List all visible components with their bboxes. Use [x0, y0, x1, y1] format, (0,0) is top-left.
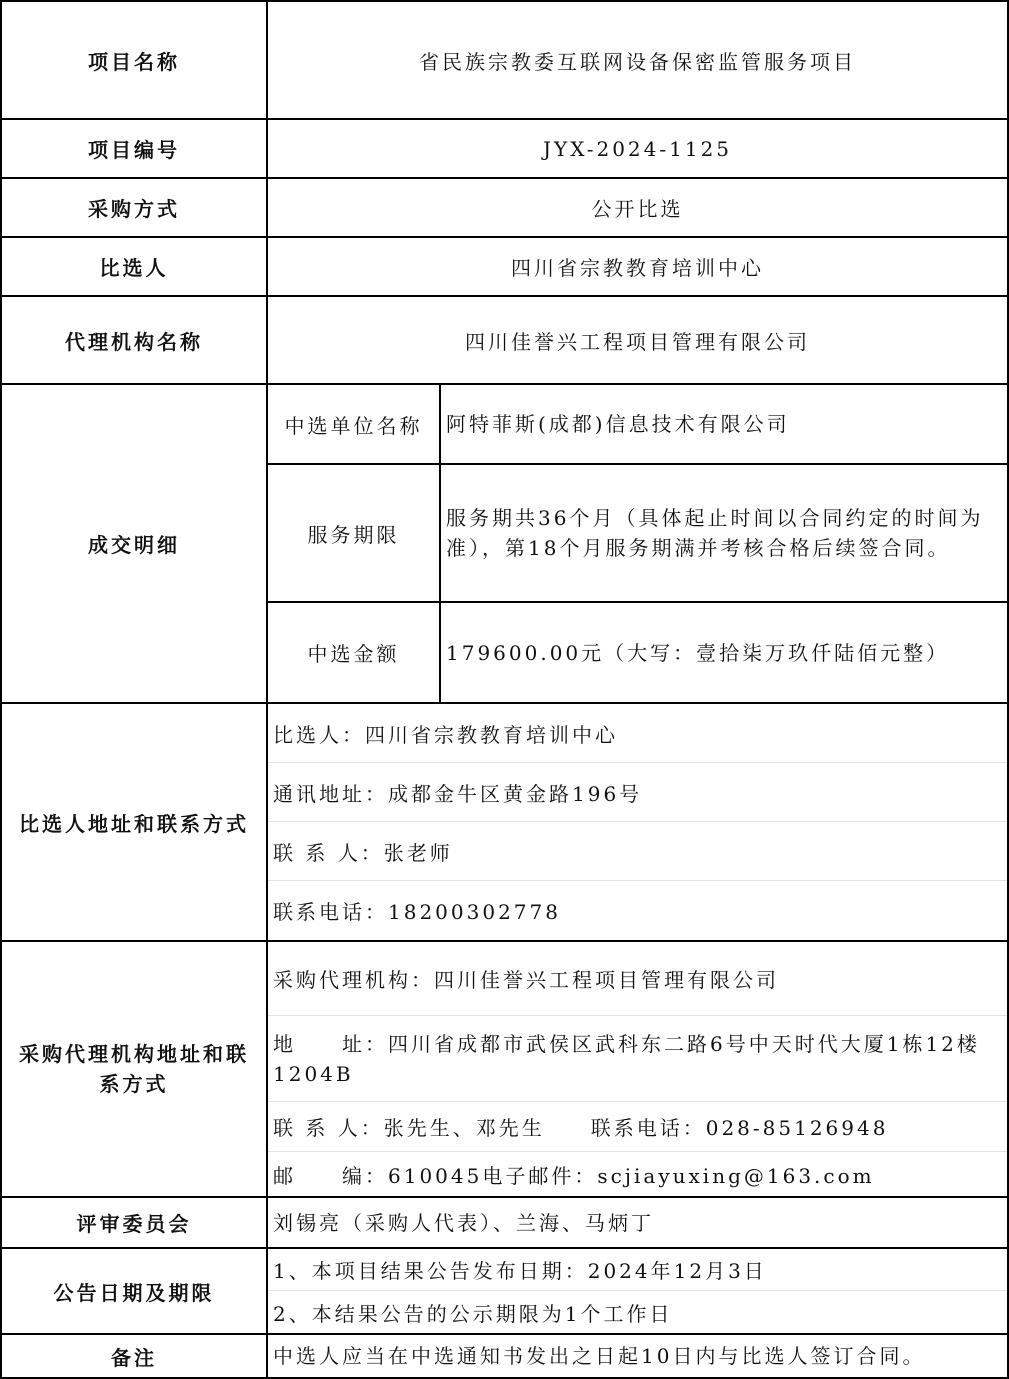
agency-contact-line: 邮 编：610045电子邮件：scjiayuxing@163.com [273, 1163, 875, 1188]
period-value: 服务期共36个月（具体起止时间以合同约定的时间为准），第18个月服务期满并考核合格后续签合同。 [440, 464, 1008, 602]
row-committee [1, 1197, 1008, 1248]
project-name-label: 项目名称 [1, 1, 267, 119]
amount-value: 179600.00元（大写：壹拾柒万玖仟陆佰元整） [440, 602, 1008, 703]
agency-contact-line: 采购代理机构：四川佳誉兴工程项目管理有限公司 [268, 942, 1007, 1016]
notice-label: 公告日期及期限 [1, 1248, 267, 1334]
row-purchaser [1, 237, 1008, 296]
project-name-value: 省民族宗教委互联网设备保密监管服务项目 [267, 1, 1008, 119]
committee-label: 评审委员会 [1, 1197, 267, 1248]
purchaser-label: 比选人 [1, 237, 267, 296]
remark-label: 备注 [1, 1334, 267, 1378]
purchaser-contact-label: 比选人地址和联系方式 [1, 703, 267, 941]
row-project-no [1, 119, 1008, 178]
remark-value: 中选人应当在中选通知书发出之日起10日内与比选人签订合同。 [267, 1334, 1008, 1378]
notice-line: 1、本项目结果公告发布日期：2024年12月3日 [268, 1249, 1007, 1291]
winner-label: 中选单位名称 [267, 384, 440, 464]
purchaser-contact-block [267, 703, 1008, 941]
row-method [1, 178, 1008, 237]
agency-contact-line: 联 系 人：张先生、邓先生 联系电话：028-85126948 [268, 1102, 1007, 1152]
committee-value: 刘锡亮（采购人代表）、兰海、马炳丁 [267, 1197, 1008, 1248]
purchaser-value: 四川省宗教教育培训中心 [267, 237, 1008, 296]
row-agency [1, 296, 1008, 384]
method-value: 公开比选 [267, 178, 1008, 237]
row-agency-contact [1, 941, 1008, 1197]
notice-line: 2、本结果公告的公示期限为1个工作日 [273, 1301, 673, 1326]
project-no-label: 项目编号 [1, 119, 267, 178]
row-notice [1, 1248, 1008, 1334]
method-label: 采购方式 [1, 178, 267, 237]
purchaser-contact-line: 比选人：四川省宗教教育培训中心 [268, 704, 1007, 763]
deal-label: 成交明细 [1, 384, 267, 703]
purchaser-contact-line: 通讯地址：成都金牛区黄金路196号 [268, 763, 1007, 822]
row-purchaser-contact [1, 703, 1008, 941]
winner-value: 阿特菲斯(成都)信息技术有限公司 [440, 384, 1008, 464]
amount-label: 中选金额 [267, 602, 440, 703]
row-project-name [1, 1, 1008, 119]
row-remark [1, 1334, 1008, 1378]
notice-block [267, 1248, 1008, 1334]
project-no-value: JYX-2024-1125 [267, 119, 1008, 178]
agency-label: 代理机构名称 [1, 296, 267, 384]
period-label: 服务期限 [267, 464, 440, 602]
agency-contact-label: 采购代理机构地址和联系方式 [1, 941, 267, 1197]
agency-contact-line: 地 址：四川省成都市武侯区武科东二路6号中天时代大厦1栋12楼1204B [268, 1016, 1007, 1102]
purchaser-contact-line: 联系电话：18200302778 [273, 900, 561, 924]
agency-contact-block [267, 941, 1008, 1197]
purchaser-contact-line: 联 系 人：张老师 [268, 822, 1007, 881]
agency-value: 四川佳誉兴工程项目管理有限公司 [267, 296, 1008, 384]
row-winner [1, 384, 1008, 464]
